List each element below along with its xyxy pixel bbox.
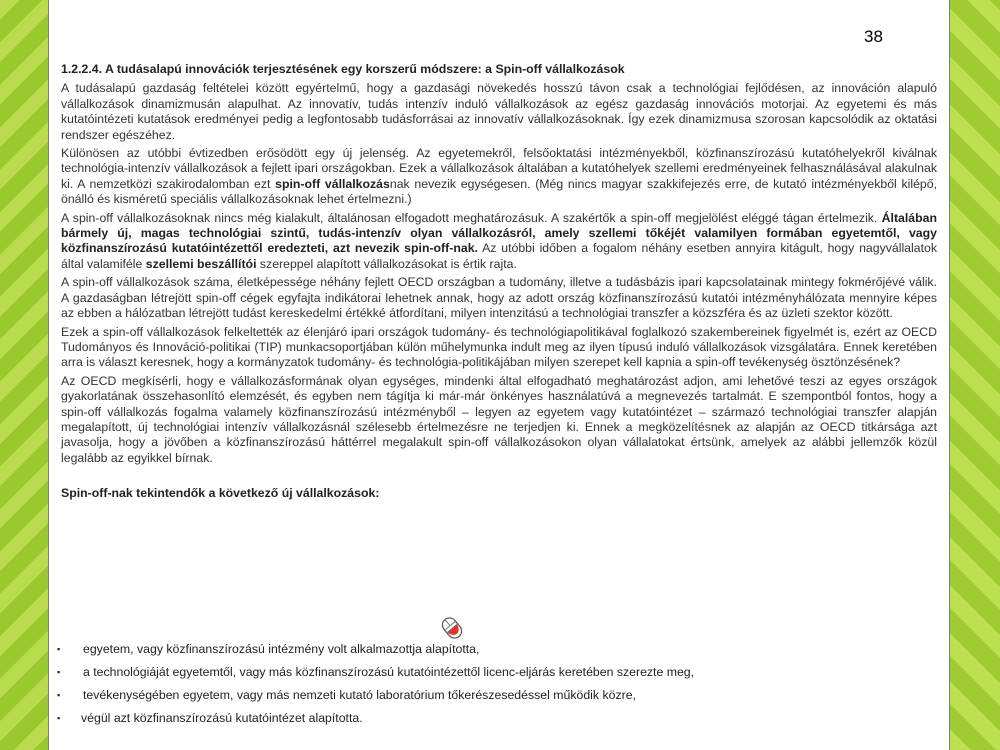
text-run: Az OECD megkísérli, hogy e vállalkozásformának olyan egységes, mindenki által elfogadható meghatározást adjon, ami lehetővé teszi az egyes országok gyakorlatának összehasonlító elemzését, és egyben nem tágítja ki már-már önkényes használatúvá a megnevezés tartalmát. E szempontból fontos, hogy a spin-off vállalkozás fogalma valamely közfinanszírozású intézményből – legyen az egyetem vagy kutatóintézet – származó technológiai transzfer alapján megalapított, új technológiai intenzív vállalkozásnál szélesebb értelmezésre ne terjedjen ki. Ennek a megközelítésnek az alapján az OECD titkársága azt javasolja, hogy a jövőben a közfinanszírozású háttérrel megalakult spin-off vállalkozásokon olyan vállalatokat értsünk, amelyek az alábbi jellemzők közül legalább az egyikkel bírnak. xyxy=(61,373,937,465)
text-run: szereppel alapított vállalkozásokat is értik rajta. xyxy=(256,256,517,271)
background-left-decoration xyxy=(0,0,48,750)
bullet-marker: ▪ xyxy=(57,690,61,700)
emphasized-text: spin-off vállalkozás xyxy=(275,176,390,191)
paragraph xyxy=(61,374,937,466)
text-run: nak nevezik egységesen. (Még nincs magyar szakkifejezés erre, de kutató intézményekből kilépő, önálló és kisméretű speciális vállalkozásoknak lehet értelmezni.) xyxy=(61,176,938,207)
list-item: ▪ a technológiáját egyetemtől, vagy más közfinanszírozású kutatóintézettől licenc-eljárás keretében szerezte meg, xyxy=(57,661,927,684)
text-run: Ezek a spin-off vállalkozások felkeltették az élenjáró ipari országok tudomány- és technológiapolitikával foglalkozó szakembereinek figyelmét is, ezért az OECD Tudományos és Innováció-politikai (TIP) munkacsoportjában külön műhelymunka indult meg az ilyen típusú induló vállalkozások vizsgálatára. Ennek keretében arra is választ keresnek, hogy a kormányzatok tudomány- és technológia-politikájában milyen szerepet kell kapnia a spin-off tevékenység ösztönzésének? xyxy=(61,324,937,370)
list-item: ▪ tevékenységében egyetem, vagy más nemzeti kutató laboratórium tőkerészesedéssel működik közre, xyxy=(57,684,927,707)
text-run: A spin-off vállalkozások száma, életképessége néhány fejlett OECD országban a tudomány, illetve a tudásbázis ipari kapcsolatainak mintegy fokmérőjévé válik. A gazdaságban létrejött spin-off cégek egyfajta indikátorai lehetnek annak, hogy az adott ország közfinanszírozású kutatói intézményhálózata mennyire képes az ebben a hálózatban létrejött tudást kereskedelmi értékké átfordítani, milyen intenzitású a technológiai transzfer a közszféra és az üzleti szektor között. xyxy=(61,275,937,321)
criteria-list xyxy=(57,638,927,730)
paragraph xyxy=(61,325,937,371)
page-number: 38 xyxy=(864,27,883,46)
paragraph xyxy=(61,81,937,143)
paragraph xyxy=(61,275,937,321)
list-heading: Spin-off-nak tekintendők a következő új vállalkozások: xyxy=(61,486,380,501)
paragraphs xyxy=(61,81,937,466)
document-content xyxy=(61,62,937,502)
list-item: ▪ végül azt közfinanszírozású kutatóintézet alapította. xyxy=(57,707,927,730)
background-right-decoration xyxy=(948,0,1000,750)
document-page xyxy=(48,0,950,750)
text-run: A spin-off vállalkozásoknak nincs még kialakult, általánosan elfogadott meghatározásuk. A szakértők a spin-off megjelölést eléggé tágan értelmezik. xyxy=(61,210,882,225)
bullet-marker: ▪ xyxy=(57,667,61,677)
paragraph xyxy=(61,211,937,273)
emphasized-text: szellemi beszállítói xyxy=(145,256,257,271)
bullet-marker: ▪ xyxy=(57,644,61,654)
paragraph xyxy=(61,146,937,208)
emphasized-text: Általában bármely új, magas technológiai szintű, tudás-intenzív olyan vállalkozásról, amely szellemi tőkéjét valamilyen formában egyetemtől, vagy közfinanszírozású kutatóintézettől eredezteti, azt nevezik spin-off-nak. xyxy=(61,210,937,256)
text-run: Különösen az utóbbi évtizedben erősödött egy új jelenség. Az egyetemekről, felsőoktatási intézményekből, közfinanszírozású kutatóhelyekről kiválnak technológia-intenzív vállalkozások a fejlett ipari országokban. Ezek a vállalkozások általában a kutatóhelyek szellemi eredményeinek felhasználásával alakulnak ki. A nemzetközi szakirodalomban ezt xyxy=(61,146,937,191)
bullet-marker: ▪ xyxy=(57,713,61,723)
section-heading: 1.2.2.4. A tudásalapú innovációk terjesztésének egy korszerű módszere: a Spin-off vállalkozások xyxy=(61,62,625,76)
text-run: Az utóbbi időben a fogalom néhány esetben annyira kitágult, hogy nagyvállalatok által valamiféle xyxy=(61,241,937,271)
list-item: ▪ egyetem, vagy közfinanszírozású intézmény volt alkalmazottja alapította, xyxy=(57,638,927,661)
text-run: A tudásalapú gazdaság feltételei között egyértelmű, hogy a gazdasági növekedés hosszú távon csak a technológiai fejlődésen, az innováción alapuló vállalkozások dinamizmusán alapulhat. Az innovatív, tudás intenzív induló vállalkozások az egész gazdaság innovációs motorjai. Az egyetemi és más kutatóintézeti kutatások eredményei pedig a legfontosabb tudásforrásai az innovatív vállalkozásoknak. Így ezek dinamizmusa szorosan kapcsolódik az oktatási rendszer egészéhez. xyxy=(61,81,937,142)
